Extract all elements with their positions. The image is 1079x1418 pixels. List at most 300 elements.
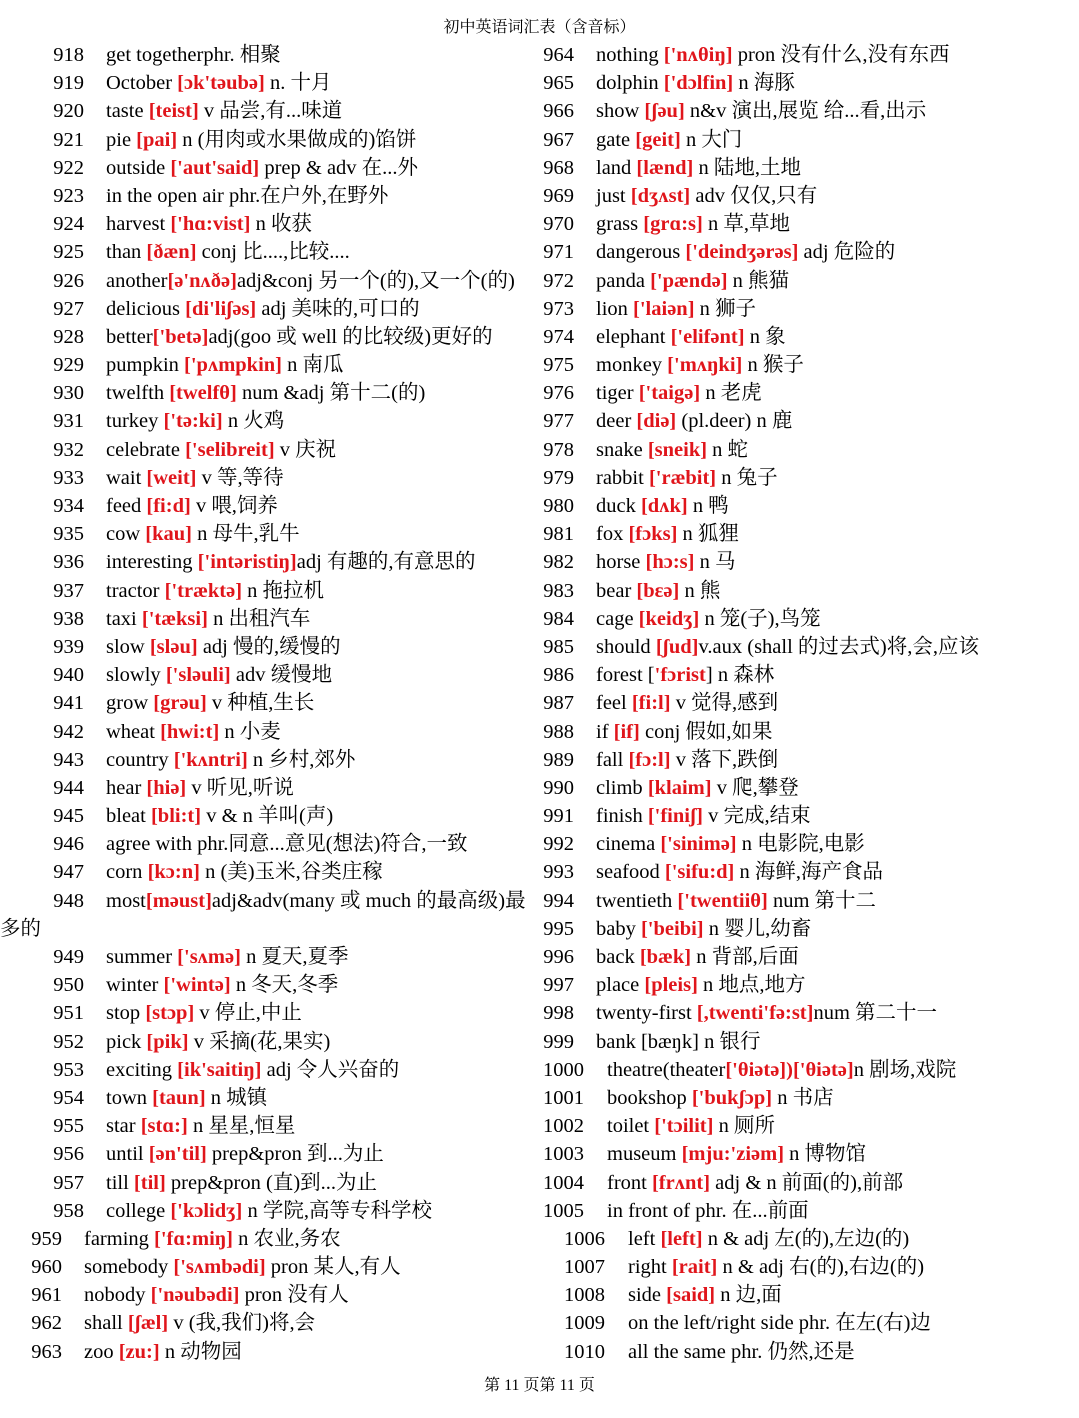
vocab-entry (0, 605, 552, 633)
entry-word: star (106, 1115, 141, 1138)
entry-phonetic: ['deindʒərəs] (685, 241, 799, 264)
entry-phonetic: ['pʌmpkin] (184, 354, 283, 377)
vocab-entry (538, 520, 1079, 548)
entry-word: bank [bæŋk] n 银行 (596, 1030, 761, 1053)
entry-number: 979 (543, 466, 574, 489)
entry-word: on the left/right side (628, 1312, 794, 1335)
entry-word: till (106, 1171, 134, 1194)
entry-phonetic: [grɑ:s] (643, 213, 703, 236)
vocab-entry (0, 999, 552, 1027)
vocab-entry (0, 802, 552, 830)
entry-phonetic: [fi:d] (146, 495, 191, 517)
entry-text (596, 718, 773, 746)
entry-word: bleat (106, 805, 151, 828)
entry-text (106, 238, 350, 266)
entry-text (596, 746, 778, 774)
entry-word: nothing (596, 44, 664, 66)
entry-word: somebody (84, 1256, 174, 1279)
entry-definition: phr. 在左(右)边 (793, 1312, 931, 1335)
entry-word: outside (106, 156, 171, 179)
entry-text (596, 915, 811, 943)
entry-definition: n 夏天,夏季 (240, 946, 349, 969)
entry-text (106, 69, 331, 97)
entry-definition-continued: 多的 (0, 917, 41, 940)
entry-number: 975 (543, 354, 574, 377)
entry-definition: num 第二十一 (813, 1002, 938, 1025)
entry-text (106, 1056, 399, 1084)
vocab-entry (0, 492, 552, 520)
entry-phonetic: [diə] (636, 410, 677, 433)
entry-word: delicious (106, 297, 186, 320)
entry-number: 932 (53, 438, 84, 461)
entry-definition: conj 假如,如果 (639, 720, 773, 743)
entry-number: 987 (543, 692, 574, 715)
page-header: 初中英语词汇表（含音标） (443, 19, 636, 36)
entry-number: 968 (543, 156, 574, 179)
vocab-entry (0, 1197, 552, 1225)
entry-text (596, 69, 795, 97)
vocab-entry (538, 661, 1079, 689)
entry-text (596, 689, 778, 717)
entry-phonetic: ['hɑ:vist] (170, 213, 251, 236)
vocab-entry (538, 633, 1079, 661)
entry-definition: prep & adv 在...外 (259, 156, 419, 179)
entry-word: October (106, 72, 178, 95)
entry-definition: v 听见,听说 (186, 776, 294, 799)
vocab-entry (0, 238, 552, 266)
vocab-entry (538, 774, 1079, 802)
vocab-entry (0, 126, 552, 154)
entry-text (628, 1253, 924, 1281)
entry-number: 1006 (564, 1227, 605, 1250)
entry-number: 1008 (564, 1284, 605, 1307)
entry-text (596, 154, 801, 182)
entry-text (596, 210, 790, 238)
entry-text (106, 971, 338, 999)
entry-text (596, 802, 811, 830)
entry-word: elephant (596, 325, 671, 348)
entry-phonetic: ['fɑ:miŋ] (154, 1227, 233, 1250)
entry-phonetic: ['tɔilit] (654, 1115, 714, 1138)
entry-definition: n 火鸡 (222, 410, 285, 433)
entry-definition: n 厕所 (713, 1115, 775, 1138)
vocab-entry (538, 154, 1079, 182)
entry-number: 962 (31, 1312, 62, 1335)
entry-word: tractor (106, 579, 165, 602)
entry-phonetic: ['intəristiŋ] (197, 551, 297, 574)
entry-word: pick (106, 1030, 147, 1053)
entry-text (607, 1112, 775, 1140)
entry-phonetic: ['beibi] (640, 917, 704, 940)
vocab-entry (0, 774, 552, 802)
entry-word: deer (596, 410, 637, 433)
entry-phonetic: [rait] (671, 1256, 718, 1279)
entry-text (106, 267, 515, 295)
entry-word: nobody (84, 1284, 151, 1307)
entry-word: fall (596, 748, 629, 771)
entry-phonetic: ['pændə] (650, 269, 728, 292)
entry-definition: n 收获 (250, 213, 312, 236)
entry-number: 943 (53, 748, 84, 771)
entry-number: 958 (53, 1199, 84, 1222)
entry-text (596, 830, 865, 858)
entry-phonetic: ['aut'said] (170, 156, 260, 179)
entry-number: 969 (543, 184, 574, 207)
entry-phonetic: [ən'til] (148, 1143, 207, 1166)
entry-text (596, 858, 883, 886)
entry-text (106, 182, 388, 210)
vocab-entry (0, 69, 552, 97)
entry-definition: v 觉得,感到 (670, 692, 779, 715)
vocab-entry (538, 1281, 1079, 1309)
entry-word: snake (596, 438, 648, 461)
entry-phonetic: [ʃud] (655, 635, 699, 658)
entry-text (596, 379, 762, 407)
entry-phonetic: ['betə] (152, 325, 209, 348)
entry-definition: adv 仅仅,只有 (690, 184, 818, 207)
entry-text (628, 1309, 931, 1337)
vocab-entry (538, 689, 1079, 717)
entry-definition: ] n 森林 (705, 664, 775, 687)
entry-definition: n 星星,恒星 (187, 1115, 296, 1138)
entry-definition: v 落下,跌倒 (670, 748, 779, 771)
entry-text (596, 267, 789, 295)
entry-number: 990 (543, 776, 574, 799)
entry-number: 955 (53, 1115, 84, 1138)
entry-word: just (596, 184, 631, 207)
entry-text (628, 1338, 855, 1366)
entry-phonetic: [hwi:t] (160, 720, 220, 743)
entry-number: 988 (543, 720, 574, 743)
entry-definition: conj 比....,比较.... (196, 241, 350, 264)
entry-number: 920 (53, 100, 84, 123)
entry-phonetic: ['bukʃɔp] (691, 1086, 773, 1109)
entry-text (106, 858, 383, 886)
entry-definition: v 爬,攀登 (711, 776, 799, 799)
entry-phonetic: [dʌk] (640, 495, 688, 517)
entry-phonetic: [keidʒ] (638, 607, 700, 630)
entry-number: 952 (53, 1030, 84, 1053)
entry-text (106, 548, 476, 576)
entry-definition: v 喂,饲养 (190, 495, 278, 517)
entry-phonetic: [if] (613, 720, 640, 743)
entry-number: 1000 (543, 1058, 584, 1081)
entry-word: exciting (106, 1058, 178, 1081)
entry-word: until (106, 1143, 149, 1166)
entry-word: front (607, 1171, 652, 1194)
entry-phonetic: ['selibreit] (185, 438, 275, 461)
entry-phonetic: [stɑ:] (140, 1115, 188, 1138)
vocab-entry (0, 633, 552, 661)
vocab-entry (538, 1084, 1079, 1112)
entry-definition: phr. 仍然,还是 (725, 1340, 855, 1363)
entry-word: climb (596, 776, 648, 799)
entry-phonetic: ['laiən] (633, 297, 695, 320)
entry-number: 1002 (543, 1115, 584, 1138)
entry-text (596, 238, 895, 266)
entry-text (596, 887, 876, 915)
entry-definition: adj 令人兴奋的 (261, 1058, 400, 1081)
entry-definition: prep&pron (直)到...为止 (165, 1171, 378, 1194)
entry-word: all the same (628, 1340, 726, 1363)
entry-text (106, 1169, 377, 1197)
entry-definition: v 等,等待 (196, 466, 284, 489)
entry-number: 991 (543, 805, 574, 828)
entry-definition: adj 慢的,缓慢的 (197, 635, 341, 658)
entry-word: bookshop (607, 1086, 692, 1109)
entry-word: fox (596, 523, 629, 546)
entry-number: 950 (53, 974, 84, 997)
entry-text (628, 1281, 782, 1309)
entry-word: tiger (596, 382, 639, 405)
entry-phonetic: [ɔk'təubə] (177, 72, 265, 95)
entry-definition: n 老虎 (700, 382, 762, 405)
entry-phonetic: [lænd] (636, 156, 694, 179)
entry-word: wait (106, 466, 147, 489)
entry-word: better (106, 325, 153, 348)
entry-word: get together (106, 44, 204, 66)
entry-definition: n 城镇 (205, 1086, 268, 1109)
entry-number: 973 (543, 297, 574, 320)
entry-definition: phr. 在...前面 (690, 1199, 809, 1222)
entry-number: 923 (53, 184, 84, 207)
entry-definition: n 学院,高等专科学校 (242, 1199, 432, 1222)
entry-number: 977 (543, 410, 574, 433)
vocab-entry (0, 1169, 552, 1197)
vocab-entry (538, 999, 1079, 1027)
entry-definition: adj 危险的 (798, 241, 896, 264)
right-vocab-column (538, 41, 1079, 1366)
entry-definition: n 熊 (679, 579, 721, 602)
entry-definition: adj&conj 另一个(的),又一个(的) (236, 269, 515, 292)
entry-number: 925 (53, 241, 84, 264)
entry-word: celebrate (106, 438, 186, 461)
entry-phonetic: [grəu] (153, 692, 207, 715)
entry-text (607, 1056, 956, 1084)
entry-phonetic: [fɔ:l] (628, 748, 671, 771)
entry-phonetic: [pleis] (644, 974, 698, 997)
entry-word: winter (106, 974, 164, 997)
entry-definition: num &adj 第十二(的) (236, 382, 426, 405)
entry-phonetic: ['θiətə])['θiətə] (725, 1058, 854, 1081)
entry-phonetic: ['dɔlfin] (663, 72, 734, 95)
entry-definition: adj(goo 或 well 的比较级)更好的 (208, 325, 493, 348)
entry-phonetic: [weit] (146, 466, 197, 489)
vocab-entry (538, 746, 1079, 774)
entry-number: 970 (543, 213, 574, 236)
entry-text (596, 605, 821, 633)
entry-phonetic: [hɔ:s] (645, 551, 695, 574)
entry-phonetic: [said] (666, 1284, 716, 1307)
entry-number: 959 (31, 1227, 62, 1250)
entry-word: harvest (106, 213, 171, 236)
entry-definition: n 背部,后面 (691, 946, 799, 968)
entry-word: dolphin (596, 72, 664, 95)
entry-definition: n 鸭 (687, 495, 729, 517)
entry-phonetic: [sneik] (647, 438, 708, 461)
entry-text (596, 323, 786, 351)
entry-word: toilet (607, 1115, 655, 1138)
entry-number: 1009 (564, 1312, 605, 1335)
vocab-entry (538, 295, 1079, 323)
entry-phonetic: [ʃæl] (127, 1312, 169, 1335)
vocab-entry (538, 830, 1079, 858)
entry-text (106, 379, 425, 407)
vocab-entry (538, 1338, 1079, 1366)
entry-text (106, 1197, 432, 1225)
entry-word: left (628, 1227, 661, 1250)
page-footer: 第 11 页第 11 页 (484, 1377, 595, 1394)
entry-word: twelfth (106, 382, 170, 405)
entry-text (607, 1197, 809, 1225)
entry-number: 1005 (543, 1199, 584, 1222)
entry-phonetic: [taun] (152, 1086, 206, 1109)
entry-text (106, 407, 284, 435)
entry-phonetic: ['mʌŋki] (667, 354, 743, 377)
vocab-entry (0, 464, 552, 492)
entry-number: 982 (543, 551, 574, 574)
vocab-entry (0, 267, 552, 295)
vocab-entry (538, 210, 1079, 238)
entry-number: 951 (53, 1002, 84, 1025)
entry-word: duck (596, 495, 641, 517)
entry-text (106, 1028, 330, 1056)
entry-definition: phr.在户外,在野外 (223, 184, 389, 207)
entry-definition: n 婴儿,幼畜 (703, 917, 812, 940)
entry-phonetic: ['wintə] (163, 974, 231, 997)
entry-text (596, 464, 778, 492)
entry-definition: pron 没有什么,没有东西 (732, 44, 950, 66)
vocab-entry (538, 943, 1079, 971)
entry-definition: adj & n 前面(的),前部 (710, 1171, 904, 1194)
vocab-entry (0, 1084, 552, 1112)
entry-text (106, 436, 336, 464)
entry-number: 927 (53, 297, 84, 320)
entry-text (106, 492, 278, 520)
entry-number: 966 (543, 100, 574, 123)
entry-text (106, 746, 355, 774)
vocab-entry (0, 351, 552, 379)
entry-number: 972 (543, 269, 574, 292)
entry-definition: n 熊猫 (727, 269, 790, 292)
entry-text (106, 210, 312, 238)
entry-number: 980 (543, 495, 574, 517)
entry-word: wheat (106, 720, 161, 743)
entry-word: grass (596, 213, 644, 236)
entry-number: 993 (543, 861, 574, 884)
entry-text (84, 1281, 349, 1309)
vocab-entry (538, 379, 1079, 407)
vocab-entry (0, 520, 552, 548)
entry-definition: n 地点,地方 (697, 974, 806, 997)
entry-definition: pron 某人,有人 (265, 1256, 401, 1279)
vocab-entry (0, 1309, 552, 1337)
entry-word: college (106, 1199, 171, 1222)
entry-definition: v 品尝,有...味道 (198, 100, 343, 123)
entry-number: 1001 (543, 1086, 584, 1109)
entry-text (106, 943, 349, 971)
entry-phonetic: 'fɔrist (654, 664, 706, 687)
entry-definition: n 草,草地 (702, 213, 790, 236)
entry-number: 960 (31, 1256, 62, 1279)
entry-number: 997 (543, 974, 574, 997)
entry-definition: n & adj 右(的),右边(的) (717, 1256, 925, 1279)
entry-number: 1010 (564, 1340, 605, 1363)
entry-text (106, 1140, 384, 1168)
entry-number: 978 (543, 438, 574, 461)
entry-definition: n 狐狸 (677, 523, 739, 546)
vocab-entry (538, 407, 1079, 435)
vocab-entry (538, 69, 1079, 97)
entry-definition: v 完成,结束 (703, 805, 811, 828)
entry-word: cinema (596, 833, 661, 856)
entry-word: bear (596, 579, 637, 602)
entry-phonetic: [di'liʃəs] (185, 297, 257, 320)
entry-number: 948 (53, 889, 84, 912)
entry-number: 941 (53, 692, 84, 715)
entry-text (596, 41, 950, 69)
entry-phonetic: ['nʌθiŋ] (663, 44, 733, 66)
entry-phonetic: [pik] (146, 1030, 189, 1053)
vocab-entry (0, 154, 552, 182)
entry-text (84, 1309, 315, 1337)
entry-number: 939 (53, 635, 84, 658)
entry-text (106, 689, 314, 717)
vocab-entry (538, 351, 1079, 379)
entry-number: 965 (543, 72, 574, 95)
entry-definition: n 书店 (772, 1086, 834, 1109)
entry-word: pie (106, 128, 137, 151)
entry-phonetic: [dʒʌst] (630, 184, 691, 207)
entry-number: 994 (543, 889, 574, 912)
vocab-entry (538, 267, 1079, 295)
entry-text (596, 943, 799, 971)
entry-text (106, 999, 302, 1027)
entry-word: gate (596, 128, 636, 151)
entry-word: theatre(theater (607, 1058, 726, 1081)
entry-word: taste (106, 100, 149, 123)
entry-phonetic: [til] (133, 1171, 166, 1194)
vocab-entry (0, 323, 552, 351)
vocab-entry (0, 858, 552, 886)
entry-text (84, 1338, 242, 1366)
entry-number: 946 (53, 833, 84, 856)
entry-text (106, 1084, 267, 1112)
entry-text (106, 633, 341, 661)
entry-text (596, 182, 817, 210)
entry-number: 957 (53, 1171, 84, 1194)
entry-phonetic: ['twentiiθ] (677, 889, 768, 912)
vocab-entry (538, 1056, 1079, 1084)
entry-number: 954 (53, 1086, 84, 1109)
entry-definition: pron 没有人 (239, 1284, 349, 1307)
entry-phonetic: ['taigə] (638, 382, 701, 405)
entry-definition: n&v 演出,展览 给...看,出示 (684, 100, 927, 123)
entry-word: country (106, 748, 174, 771)
entry-definition: n 博物馆 (784, 1143, 867, 1166)
vocab-entry (538, 1169, 1079, 1197)
entry-word: shall (84, 1312, 128, 1335)
vocab-entry (538, 1309, 1079, 1337)
entry-text (607, 1140, 866, 1168)
entry-number: 999 (543, 1030, 574, 1053)
vocab-entry (538, 323, 1079, 351)
entry-text (596, 774, 799, 802)
entry-number: 963 (31, 1340, 62, 1363)
entry-word: if (596, 720, 614, 743)
entry-text (106, 774, 294, 802)
entry-word: feed (106, 495, 147, 517)
